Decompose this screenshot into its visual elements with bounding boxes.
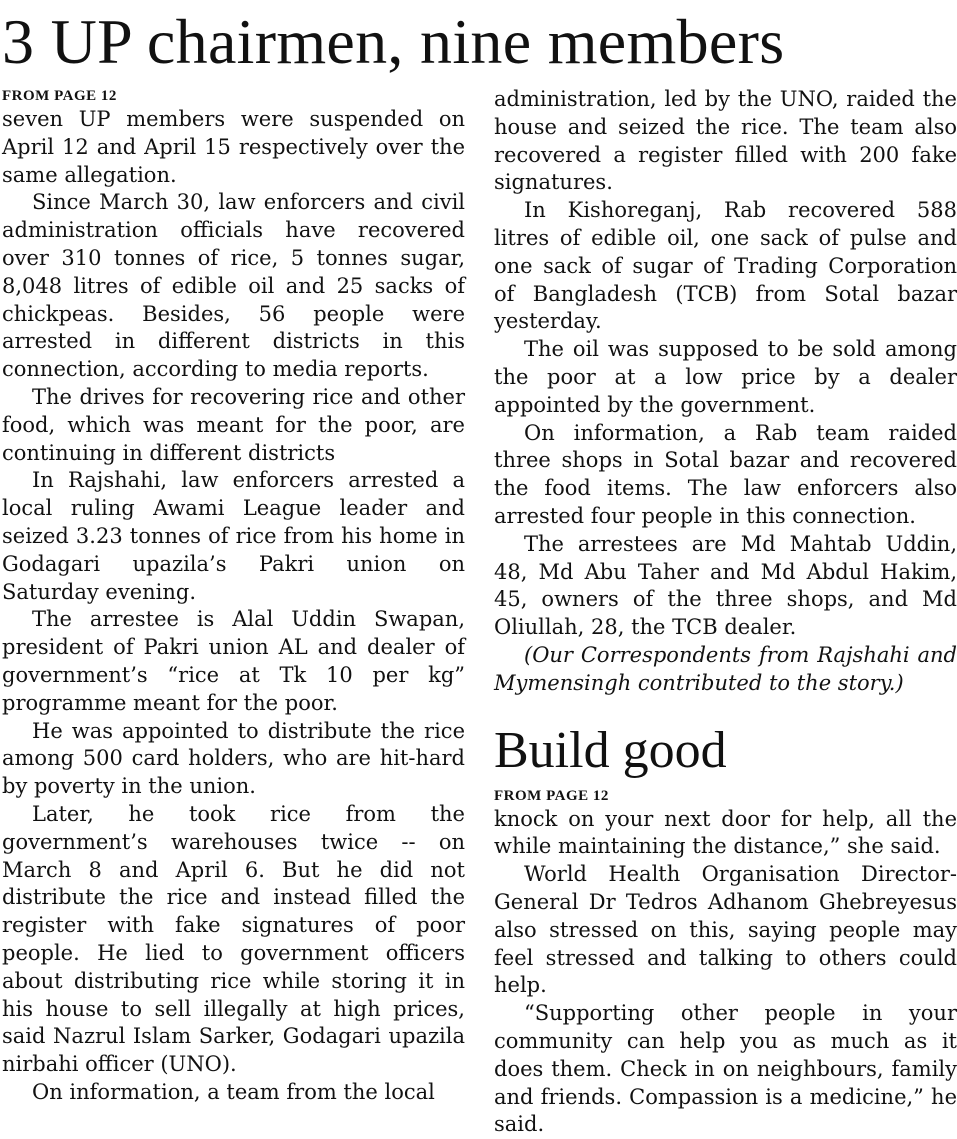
- article-paragraph: knock on your next door for help, all the while maintaining the distance,” she said.: [494, 806, 957, 859]
- article-paragraph: The drives for recovering rice and other food, which was meant for the poor, are continuing in different districts: [2, 384, 465, 465]
- continuation-kicker: FROM PAGE 12: [494, 787, 609, 804]
- article-paragraph: administration, led by the UNO, raided the house and seized the rice. The team also recovered a register filled with 200 fake signatures.: [494, 87, 957, 195]
- article-paragraph: On information, a team from the local: [32, 1079, 435, 1104]
- article-paragraph: Since March 30, law enforcers and civil administration officials have recovered over 310 tonnes of rice, 5 tonnes sugar, 8,048 litres of edible oil and 25 sacks of chickpeas. Besides, 56 people were arrested in different districts in this connection, according to media reports.: [2, 190, 465, 382]
- headline: 3 UP chairmen, nine members: [2, 6, 785, 77]
- article-paragraph: “Supporting other people in your community can help you as much as it does them. Check in on neighbours, family and friends. Compassion is a medicine,” he said.: [494, 1001, 957, 1137]
- article-paragraph: In Kishoreganj, Rab recovered 588 litres of edible oil, one sack of pulse and one sack of sugar of Trading Corporation of Bangladesh (TCB) from Sotal bazar yesterday.: [494, 198, 957, 334]
- article-paragraph: In Rajshahi, law enforcers arrested a local ruling Awami League leader and seized 3.23 tonnes of rice from his home in Godagari upazila’s Pakri union on Saturday evening.: [2, 468, 465, 604]
- continuation-kicker: FROM PAGE 12: [2, 88, 117, 104]
- left-column: [2, 86, 465, 1107]
- article-paragraph: The arrestee is Alal Uddin Swapan, president of Pakri union AL and dealer of government’s “rice at Tk 10 per kg” programme meant for the poor.: [2, 607, 465, 715]
- article-paragraph: On information, a Rab team raided three shops in Sotal bazar and recovered the food items. The law enforcers also arrested four people in this connection.: [494, 420, 957, 528]
- article-paragraph: seven UP members were suspended on April 12 and April 15 respectively over the same allegation.: [2, 107, 465, 187]
- right-column: [494, 86, 957, 1139]
- article-paragraph: The oil was supposed to be sold among the poor at a low price by a dealer appointed by the government.: [494, 337, 957, 417]
- contributor-credit: (Our Correspondents from Rajshahi and Mymensingh contributed to the story.): [494, 642, 957, 695]
- second-story-headline: Build good: [494, 721, 727, 779]
- article-paragraph: He was appointed to distribute the rice among 500 card holders, who are hit-hard by poverty in the union.: [2, 718, 465, 799]
- article-paragraph: The arrestees are Md Mahtab Uddin, 48, Md Abu Taher and Md Abdul Hakim, 45, owners of the three shops, and Md Oliullah, 28, the TCB dealer.: [494, 531, 957, 640]
- article-paragraph: World Health Organisation Director-General Dr Tedros Adhanom Ghebreyesus also stressed on this, saying people may feel stressed and talking to others could help.: [494, 862, 957, 998]
- article-paragraph: Later, he took rice from the government’s warehouses twice -- on March 8 and April 6. But he did not distribute the rice and instead filled the register with fake signatures of poor people. He lied to government officers about distributing rice while storing it in his house to sell illegally at high prices, said Nazrul Islam Sarker, Godagari upazila nirbahi officer (UNO).: [2, 801, 465, 1077]
